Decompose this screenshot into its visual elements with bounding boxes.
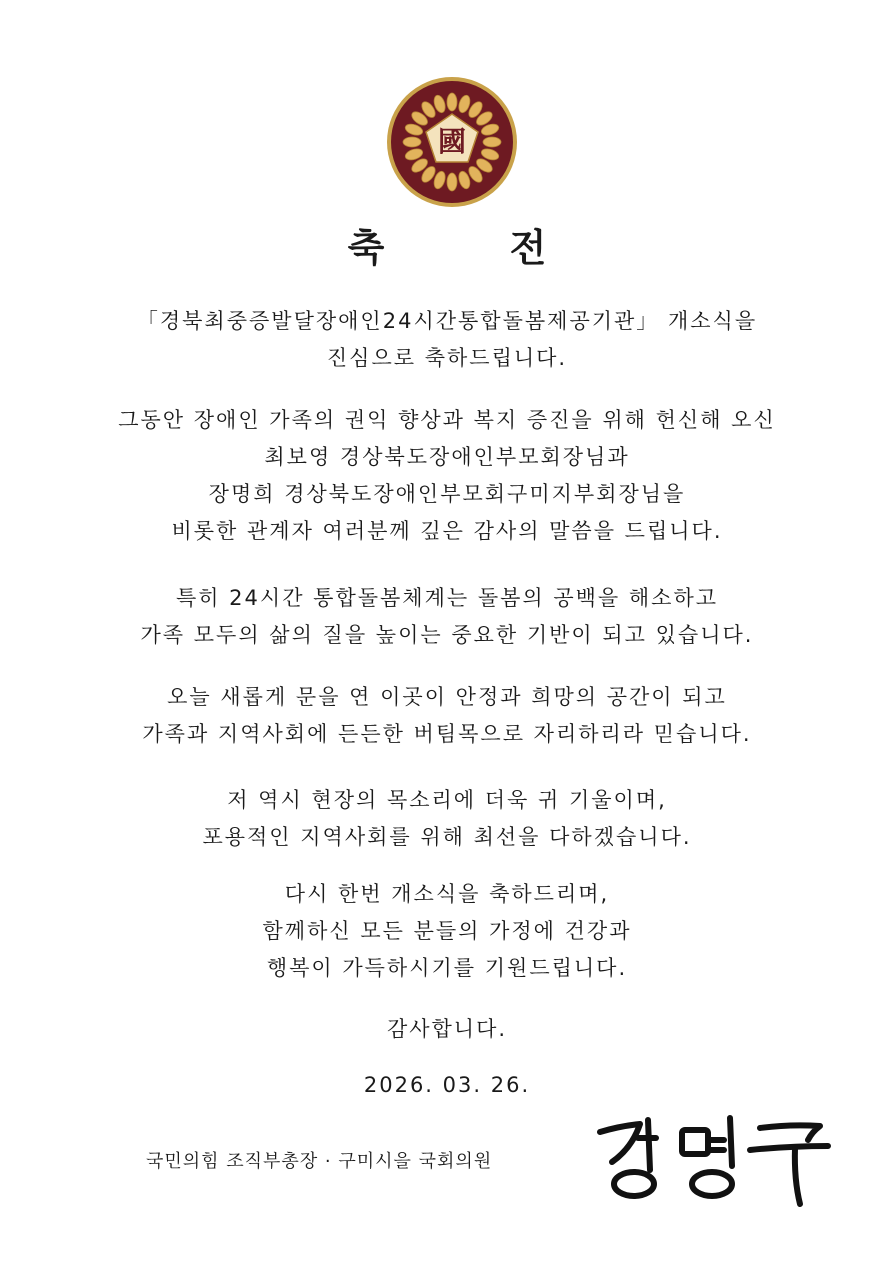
paragraph-line: 비롯한 관계자 여러분께 깊은 감사의 말씀을 드립니다. (171, 519, 723, 543)
emblem-petal (483, 137, 501, 147)
paragraph-closing (0, 876, 894, 987)
paragraph-hope (0, 679, 894, 753)
emblem-petal (447, 93, 457, 111)
paragraph-commitment (0, 782, 894, 856)
paragraph-line: 최보영 경상북도장애인부모회장님과 (264, 445, 630, 469)
paragraph-line: 진심으로 축하드립니다. (326, 346, 568, 370)
emblem-petal (403, 137, 421, 147)
handwritten-signature (590, 1100, 840, 1210)
document-date: 2026. 03. 26. (363, 1073, 531, 1097)
paragraph-care-system (0, 580, 894, 654)
paragraph-line: 가족과 지역사회에 든든한 버팀목으로 자리하리라 믿습니다. (142, 722, 752, 746)
paragraph-line: 오늘 새롭게 문을 연 이곳이 안정과 희망의 공간이 되고 (167, 685, 727, 709)
paragraph-line: 다시 한번 개소식을 축하드리며, (284, 882, 610, 906)
paragraph-gratitude (0, 1011, 894, 1048)
emblem-petal (447, 173, 457, 191)
document-title: 축 전 (347, 226, 603, 270)
paragraph-line: 저 역시 현장의 목소리에 더욱 귀 기울이며, (227, 788, 667, 812)
paragraph-line: 가족 모두의 삶의 질을 높이는 중요한 기반이 되고 있습니다. (140, 623, 754, 647)
paragraph-line: 행복이 가득하시기를 기원드립니다. (266, 956, 628, 980)
paragraph-line: 「경북최중증발달장애인24시간통합돌봄제공기관」 개소식을 (136, 309, 758, 333)
paragraph-thanks (0, 402, 894, 550)
paragraph-opening (0, 303, 894, 377)
emblem-character: 國 (437, 125, 467, 158)
paragraph-line: 장명희 경상북도장애인부모회구미지부회장님을 (208, 482, 686, 506)
paragraph-line: 포용적인 지역사회를 위해 최선을 다하겠습니다. (202, 825, 692, 849)
paragraph-line: 그동안 장애인 가족의 권익 향상과 복지 증진을 위해 헌신해 오신 (118, 408, 776, 432)
national-assembly-emblem-icon (386, 76, 518, 208)
signer-title: 국민의힘 조직부총장 · 구미시을 국회의원 (146, 1151, 493, 1172)
paragraph-line: 특히 24시간 통합돌봄체계는 돌봄의 공백을 해소하고 (175, 586, 719, 610)
paragraph-line: 함께하신 모든 분들의 가정에 건강과 (262, 919, 632, 943)
paragraph-line: 감사합니다. (386, 1017, 508, 1041)
